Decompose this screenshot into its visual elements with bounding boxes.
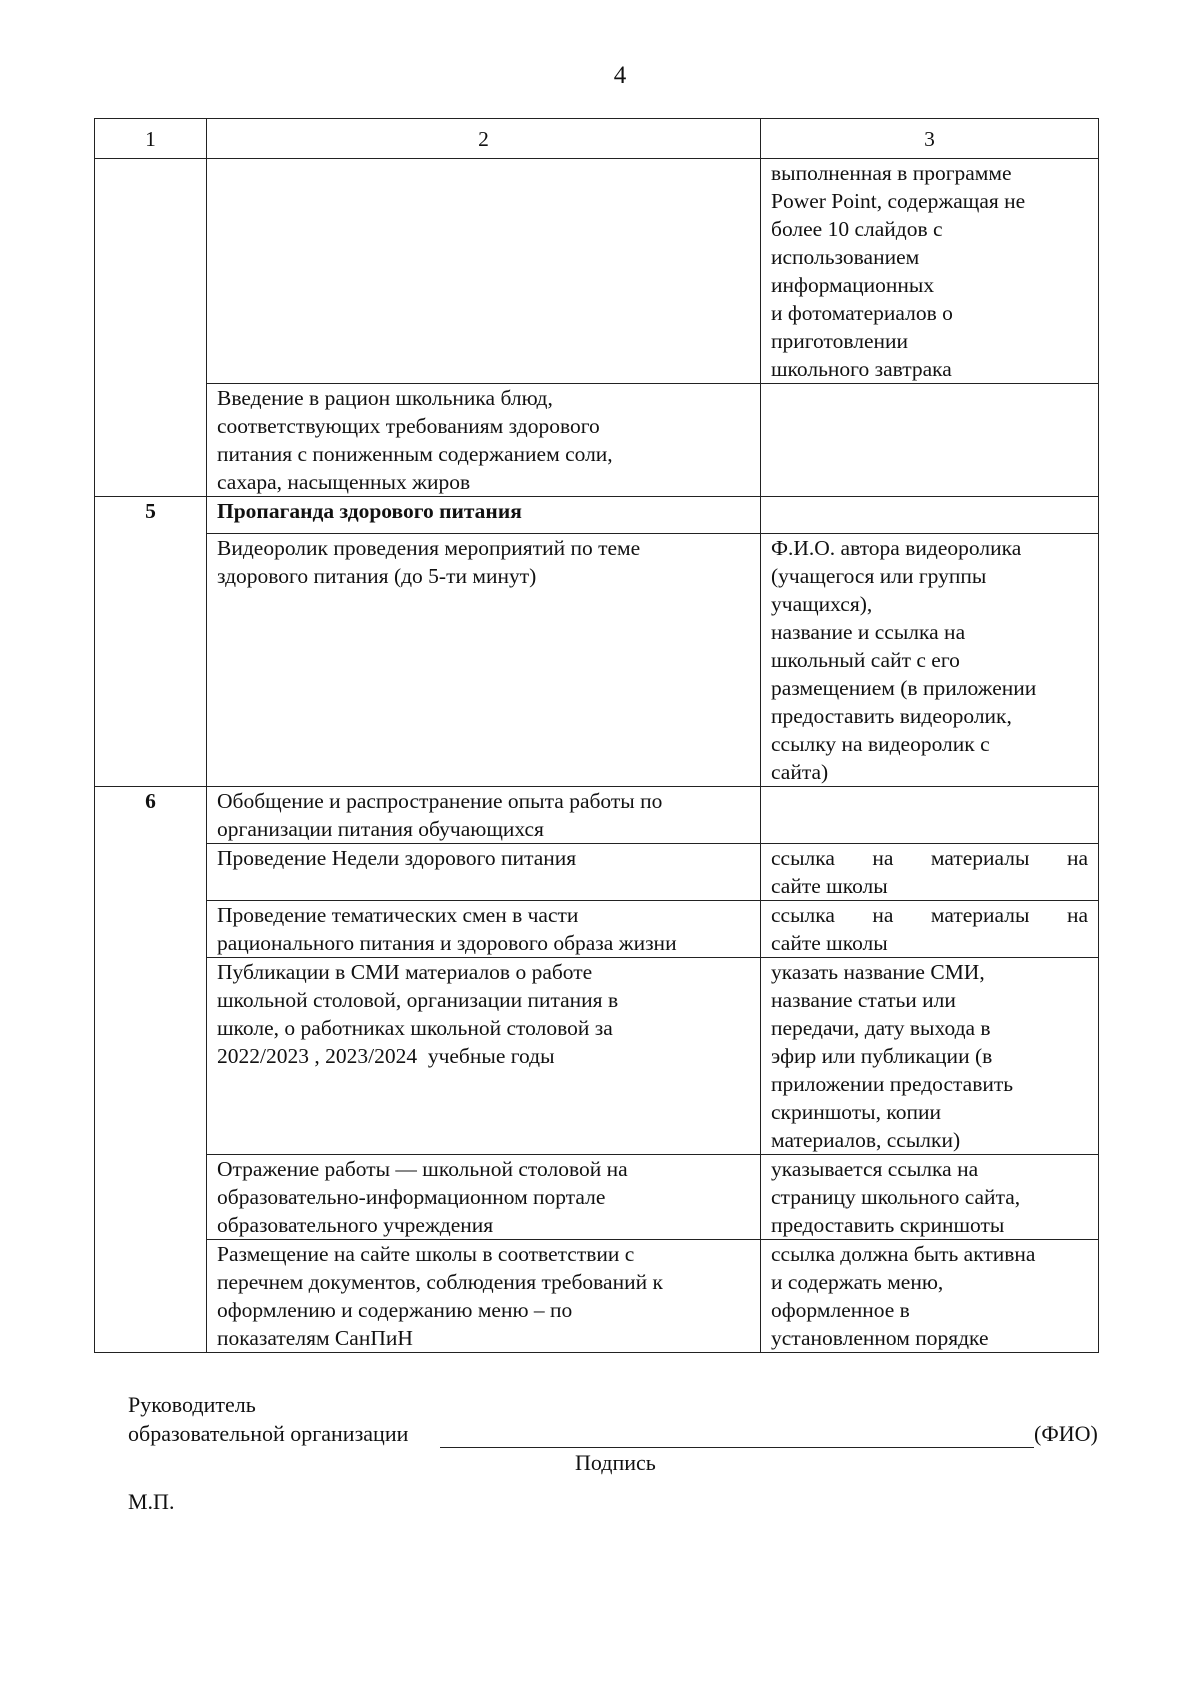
cell-line: перечнем документов, соблюдения требований к: [217, 1270, 663, 1294]
signature-fio: (ФИО): [1034, 1421, 1098, 1446]
cell-line: эфир или публикации (в: [771, 1044, 993, 1068]
cell-line: образовательно-информационном портале: [217, 1185, 606, 1209]
cell-line: ссылка на материалы на: [771, 846, 1088, 870]
cell-line: питания с пониженным содержанием соли,: [217, 442, 613, 466]
table-cell: [207, 1155, 761, 1240]
cell-line: Проведение тематических смен в части: [217, 903, 579, 927]
cell-line: название и ссылка на: [771, 620, 966, 644]
cell-line: Видеоролик проведения мероприятий по теме: [217, 536, 641, 560]
cell-line: школьного завтрака: [771, 357, 952, 381]
header-col-2: 2: [207, 119, 761, 159]
table-cell: [761, 159, 1099, 384]
cell-line: учащихся),: [771, 592, 873, 616]
section-6-title-row: [95, 787, 1099, 844]
table-cell: [207, 534, 761, 787]
table-cell: [761, 958, 1099, 1155]
table-row: [95, 1155, 1099, 1240]
row-number-cell: [95, 159, 207, 497]
section-number: 5: [95, 497, 207, 787]
cell-line: Обобщение и распространение опыта работы по: [217, 789, 663, 813]
table-cell: [761, 787, 1099, 844]
cell-line: 2022/2023 , 2023/2024 учебные годы: [217, 1044, 555, 1068]
criteria-table: [94, 118, 1099, 1353]
cell-line: указать название СМИ,: [771, 960, 985, 984]
section-number: 6: [95, 787, 207, 1353]
table-row: [95, 844, 1099, 901]
signature-org: образовательной организации: [128, 1421, 409, 1446]
cell-line: Отражение работы — школьной столовой на: [217, 1157, 628, 1181]
signature-title: Руководитель: [128, 1392, 256, 1417]
cell-line: скриншоты, копии: [771, 1100, 941, 1124]
cell-line: сахара, насыщенных жиров: [217, 470, 471, 494]
cell-line: Публикации в СМИ материалов о работе: [217, 960, 593, 984]
cell-line: ссылку на видеоролик с: [771, 732, 990, 756]
cell-line: передачи, дату выхода в: [771, 1016, 991, 1040]
cell-line: приготовлении: [771, 329, 909, 353]
section-5-title-row: [95, 497, 1099, 534]
table-cell: [761, 1155, 1099, 1240]
signature-caption: Подпись: [575, 1450, 656, 1475]
table-cell: [207, 844, 761, 901]
table-cell: [207, 159, 761, 384]
cell-line: образовательного учреждения: [217, 1213, 494, 1237]
cell-line: рационального питания и здорового образа жизни: [217, 931, 677, 955]
cell-line: школьный сайт с его: [771, 648, 960, 672]
cell-line: название статьи или: [771, 988, 956, 1012]
cell-line: соответствующих требованиям здорового: [217, 414, 600, 438]
table-cell: [761, 844, 1099, 901]
cell-line: сайте школы: [771, 931, 888, 955]
table-cell: [761, 384, 1099, 497]
cell-line: и фотоматериалов о: [771, 301, 953, 325]
section-title: Пропаганда здорового питания: [207, 497, 761, 534]
cell-line: ссылка должна быть активна: [771, 1242, 1036, 1266]
signature-line: [440, 1447, 1034, 1448]
cell-line: размещением (в приложении: [771, 676, 1037, 700]
cell-line: школьной столовой, организации питания в: [217, 988, 619, 1012]
cell-line: Введение в рацион школьника блюд,: [217, 386, 553, 410]
table-row: [95, 159, 1099, 384]
cell-line: Размещение на сайте школы в соответствии с: [217, 1242, 635, 1266]
table-cell: [761, 497, 1099, 534]
cell-line: здорового питания (до 5-ти минут): [217, 564, 537, 588]
cell-line: использованием: [771, 245, 920, 269]
page-number: 4: [613, 62, 627, 89]
cell-line: оформленное в: [771, 1298, 910, 1322]
cell-line: Ф.И.О. автора видеоролика: [771, 536, 1022, 560]
cell-line: Проведение Недели здорового питания: [217, 846, 577, 870]
table-cell: [761, 901, 1099, 958]
table-cell: [207, 901, 761, 958]
cell-line: материалов, ссылки): [771, 1128, 961, 1152]
cell-line: сайте школы: [771, 874, 888, 898]
table-row: [95, 901, 1099, 958]
cell-line: информационных: [771, 273, 935, 297]
cell-line: предоставить видеоролик,: [771, 704, 1012, 728]
cell-line: (учащегося или группы: [771, 564, 987, 588]
cell-line: сайта): [771, 760, 829, 784]
cell-line: организации питания обучающихся: [217, 817, 544, 841]
cell-line: ссылка на материалы на: [771, 903, 1088, 927]
cell-line: предоставить скриншоты: [771, 1213, 1005, 1237]
table-cell: [207, 1240, 761, 1353]
table-row: [95, 1240, 1099, 1353]
table-cell: [761, 1240, 1099, 1353]
table-cell: [207, 958, 761, 1155]
cell-line: указывается ссылка на: [771, 1157, 979, 1181]
table-cell: [207, 384, 761, 497]
header-col-1: 1: [95, 119, 207, 159]
cell-line: оформлению и содержанию меню – по: [217, 1298, 573, 1322]
section-title: [207, 787, 761, 844]
stamp-label: М.П.: [128, 1489, 175, 1514]
cell-line: показателям СанПиН: [217, 1326, 413, 1350]
cell-line: выполненная в программе: [771, 161, 1012, 185]
cell-line: страницу школьного сайта,: [771, 1185, 1021, 1209]
cell-line: школе, о работниках школьной столовой за: [217, 1016, 613, 1040]
header-col-3: 3: [761, 119, 1099, 159]
table-row: [95, 384, 1099, 497]
table-cell: [761, 534, 1099, 787]
cell-line: и содержать меню,: [771, 1270, 944, 1294]
cell-line: установленном порядке: [771, 1326, 989, 1350]
table-row: [95, 534, 1099, 787]
table-row: [95, 958, 1099, 1155]
table-header-row: [95, 119, 1099, 159]
cell-line: более 10 слайдов с: [771, 217, 943, 241]
cell-line: Power Point, содержащая не: [771, 189, 1026, 213]
cell-line: приложении предоставить: [771, 1072, 1014, 1096]
